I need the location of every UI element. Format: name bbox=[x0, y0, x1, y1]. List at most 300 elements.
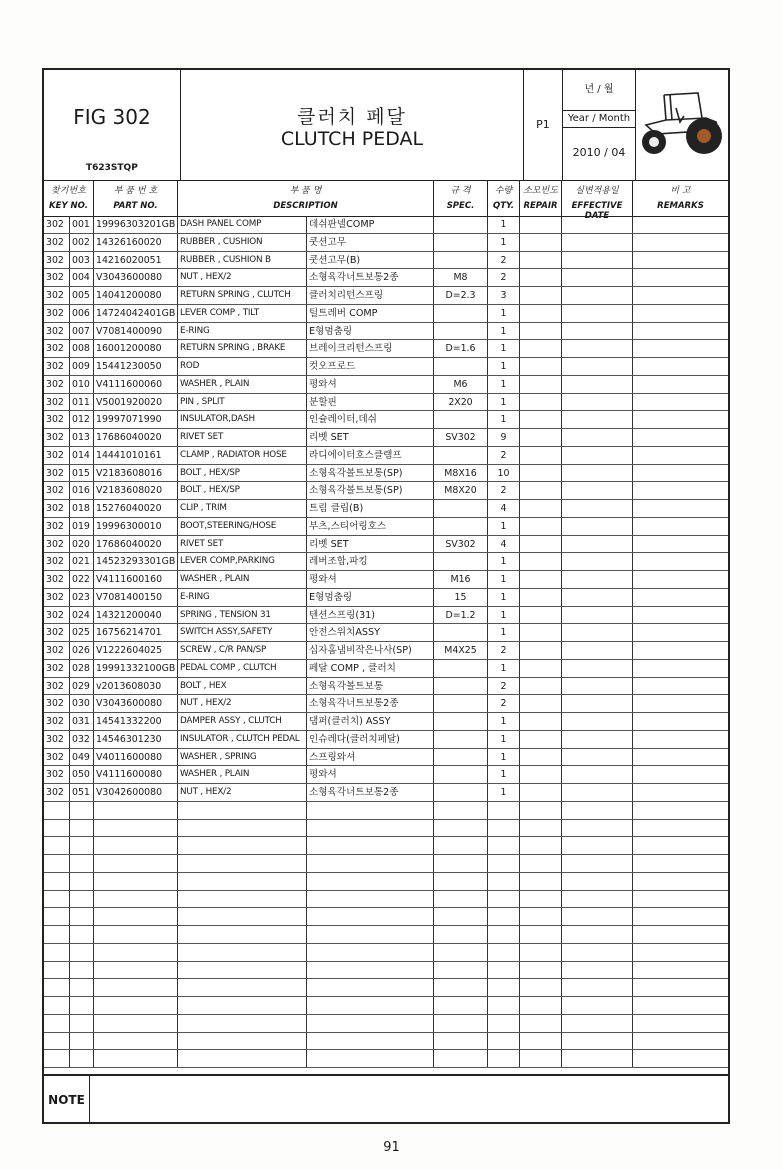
col-desc-en: DESCRIPTION bbox=[273, 201, 338, 211]
col-spec-en: SPEC. bbox=[446, 201, 475, 211]
table-row bbox=[44, 323, 728, 341]
qty-cell: 1 bbox=[488, 553, 520, 570]
table-row bbox=[44, 340, 728, 358]
page-number: 91 bbox=[383, 1140, 400, 1155]
key-number-cell: 013 bbox=[70, 429, 94, 446]
effective-date-cell bbox=[562, 784, 633, 801]
remarks-cell bbox=[633, 536, 728, 553]
part-number-cell bbox=[94, 891, 178, 908]
part-number-cell: 14523293301GB bbox=[94, 553, 178, 570]
qty-cell: 2 bbox=[488, 695, 520, 712]
effective-date-cell bbox=[562, 269, 633, 286]
description-cell: E-RING bbox=[178, 323, 307, 340]
part-number-cell: 17686040020 bbox=[94, 536, 178, 553]
key-group-cell bbox=[44, 944, 70, 961]
remarks-cell bbox=[633, 411, 728, 428]
qty-cell bbox=[488, 908, 520, 925]
key-number-cell bbox=[70, 962, 94, 979]
spec-cell bbox=[434, 908, 488, 925]
spec-cell bbox=[434, 731, 488, 748]
spec-cell bbox=[434, 695, 488, 712]
korean-name-cell: E형멈춤링 bbox=[307, 323, 434, 340]
key-group-cell bbox=[44, 820, 70, 837]
korean-name-cell: 소형육각볼트보통(SP) bbox=[307, 482, 434, 499]
korean-name-cell bbox=[307, 908, 434, 925]
qty-cell bbox=[488, 1033, 520, 1050]
korean-name-cell: 소형육각너트보통2종 bbox=[307, 695, 434, 712]
qty-cell: 1 bbox=[488, 571, 520, 588]
spec-cell bbox=[434, 624, 488, 641]
part-number-cell: 17686040020 bbox=[94, 429, 178, 446]
remarks-cell bbox=[633, 589, 728, 606]
repair-cell bbox=[520, 695, 562, 712]
description-cell: RIVET SET bbox=[178, 536, 307, 553]
description-cell bbox=[178, 820, 307, 837]
qty-cell bbox=[488, 962, 520, 979]
key-group-cell: 302 bbox=[44, 252, 70, 269]
remarks-cell bbox=[633, 269, 728, 286]
key-group-cell: 302 bbox=[44, 269, 70, 286]
effective-date-cell bbox=[562, 926, 633, 943]
key-group-cell: 302 bbox=[44, 216, 70, 233]
qty-cell: 3 bbox=[488, 287, 520, 304]
part-number-cell: 14041200080 bbox=[94, 287, 178, 304]
effective-date-cell bbox=[562, 837, 633, 854]
key-group-cell: 302 bbox=[44, 678, 70, 695]
key-group-cell bbox=[44, 1015, 70, 1032]
description-cell bbox=[178, 802, 307, 819]
table-row bbox=[44, 553, 728, 571]
spec-cell: SV302 bbox=[434, 429, 488, 446]
col-part-ko: 부 품 번 호 bbox=[113, 186, 158, 196]
remarks-cell bbox=[633, 234, 728, 251]
remarks-cell bbox=[633, 518, 728, 535]
key-number-cell: 008 bbox=[70, 340, 94, 357]
key-number-cell: 003 bbox=[70, 252, 94, 269]
key-group-cell bbox=[44, 979, 70, 996]
table-row bbox=[44, 536, 728, 554]
key-group-cell: 302 bbox=[44, 394, 70, 411]
remarks-cell bbox=[633, 624, 728, 641]
repair-cell bbox=[520, 1015, 562, 1032]
repair-cell bbox=[520, 323, 562, 340]
korean-name-cell bbox=[307, 855, 434, 872]
part-number-cell: 19997071990 bbox=[94, 411, 178, 428]
key-number-cell: 010 bbox=[70, 376, 94, 393]
part-number-cell: V7081400150 bbox=[94, 589, 178, 606]
col-remarks-en: REMARKS bbox=[657, 201, 704, 211]
description-cell bbox=[178, 1033, 307, 1050]
table-row bbox=[44, 465, 728, 483]
effective-date-cell bbox=[562, 695, 633, 712]
qty-cell: 1 bbox=[488, 518, 520, 535]
key-number-cell: 012 bbox=[70, 411, 94, 428]
key-number-cell bbox=[70, 855, 94, 872]
repair-cell bbox=[520, 376, 562, 393]
qty-cell bbox=[488, 944, 520, 961]
remarks-cell bbox=[633, 571, 728, 588]
effective-date-cell bbox=[562, 216, 633, 233]
repair-cell bbox=[520, 447, 562, 464]
blank-row bbox=[44, 1015, 728, 1033]
repair-cell bbox=[520, 820, 562, 837]
repair-cell bbox=[520, 465, 562, 482]
repair-cell bbox=[520, 962, 562, 979]
part-number-cell bbox=[94, 855, 178, 872]
korean-name-cell: 틸트레버 COMP bbox=[307, 305, 434, 322]
key-number-cell: 005 bbox=[70, 287, 94, 304]
blank-row bbox=[44, 926, 728, 944]
page-code: P1 bbox=[536, 118, 550, 131]
repair-cell bbox=[520, 500, 562, 517]
repair-cell bbox=[520, 855, 562, 872]
col-effective-en: EFFECTIVE DATE bbox=[571, 201, 623, 221]
table-row bbox=[44, 642, 728, 660]
key-number-cell bbox=[70, 926, 94, 943]
korean-name-cell: 소형육각볼트보통 bbox=[307, 678, 434, 695]
col-repair-en: REPAIR bbox=[523, 201, 558, 211]
col-part bbox=[94, 180, 178, 216]
table-row bbox=[44, 269, 728, 287]
key-number-cell: 006 bbox=[70, 305, 94, 322]
repair-cell bbox=[520, 340, 562, 357]
col-qty bbox=[488, 180, 520, 216]
repair-cell bbox=[520, 536, 562, 553]
key-number-cell bbox=[70, 1015, 94, 1032]
spec-cell bbox=[434, 997, 488, 1014]
part-number-cell bbox=[94, 802, 178, 819]
description-cell: E-RING bbox=[178, 589, 307, 606]
effective-date-cell bbox=[562, 429, 633, 446]
part-number-cell: V2183608020 bbox=[94, 482, 178, 499]
issue-date: 2010 / 04 bbox=[572, 146, 626, 159]
key-number-cell: 020 bbox=[70, 536, 94, 553]
spec-cell bbox=[434, 358, 488, 375]
qty-cell: 1 bbox=[488, 216, 520, 233]
remarks-cell bbox=[633, 1050, 728, 1067]
remarks-cell bbox=[633, 891, 728, 908]
part-number-cell: 19996303201GB bbox=[94, 216, 178, 233]
key-number-cell: 028 bbox=[70, 660, 94, 677]
repair-cell bbox=[520, 234, 562, 251]
part-number-cell: V3043600080 bbox=[94, 269, 178, 286]
remarks-cell bbox=[633, 465, 728, 482]
description-cell bbox=[178, 873, 307, 890]
spec-cell bbox=[434, 323, 488, 340]
effective-date-cell bbox=[562, 411, 633, 428]
korean-name-cell: 인슈레다(클러치페달) bbox=[307, 731, 434, 748]
spec-cell bbox=[434, 944, 488, 961]
remarks-cell bbox=[633, 944, 728, 961]
key-number-cell: 019 bbox=[70, 518, 94, 535]
table-row bbox=[44, 252, 728, 270]
korean-name-cell: 데쉬판넬COMP bbox=[307, 216, 434, 233]
spec-cell bbox=[434, 784, 488, 801]
table-row bbox=[44, 695, 728, 713]
korean-name-cell bbox=[307, 1050, 434, 1067]
effective-date-cell bbox=[562, 962, 633, 979]
repair-cell bbox=[520, 944, 562, 961]
repair-cell bbox=[520, 269, 562, 286]
key-number-cell: 011 bbox=[70, 394, 94, 411]
table-row bbox=[44, 500, 728, 518]
remarks-cell bbox=[633, 287, 728, 304]
repair-cell bbox=[520, 678, 562, 695]
remarks-cell bbox=[633, 340, 728, 357]
remarks-cell bbox=[633, 766, 728, 783]
korean-name-cell: 부츠,스티어링호스 bbox=[307, 518, 434, 535]
spec-cell: SV302 bbox=[434, 536, 488, 553]
key-number-cell: 001 bbox=[70, 216, 94, 233]
blank-row bbox=[44, 979, 728, 997]
spec-cell bbox=[434, 926, 488, 943]
qty-cell: 2 bbox=[488, 252, 520, 269]
key-group-cell bbox=[44, 1050, 70, 1067]
blank-row bbox=[44, 1050, 728, 1068]
part-number-cell: 16756214701 bbox=[94, 624, 178, 641]
description-cell: SCREW , C/R PAN/SP bbox=[178, 642, 307, 659]
table-row bbox=[44, 305, 728, 323]
key-group-cell: 302 bbox=[44, 323, 70, 340]
parts-table-body bbox=[44, 216, 728, 1068]
key-group-cell: 302 bbox=[44, 589, 70, 606]
description-cell bbox=[178, 926, 307, 943]
part-number-cell bbox=[94, 962, 178, 979]
key-group-cell: 302 bbox=[44, 482, 70, 499]
repair-cell bbox=[520, 660, 562, 677]
remarks-cell bbox=[633, 607, 728, 624]
key-group-cell: 302 bbox=[44, 713, 70, 730]
fig-box bbox=[44, 70, 181, 180]
remarks-cell bbox=[633, 784, 728, 801]
spec-cell bbox=[434, 855, 488, 872]
part-number-cell: 14321200040 bbox=[94, 607, 178, 624]
description-cell bbox=[178, 962, 307, 979]
part-number-cell: V5001920020 bbox=[94, 394, 178, 411]
qty-cell bbox=[488, 1015, 520, 1032]
korean-name-cell: 클러치리턴스프링 bbox=[307, 287, 434, 304]
key-group-cell: 302 bbox=[44, 340, 70, 357]
key-group-cell bbox=[44, 1033, 70, 1050]
col-repair-ko: 소모빈도 bbox=[523, 186, 558, 196]
table-row bbox=[44, 678, 728, 696]
effective-date-cell bbox=[562, 1050, 633, 1067]
spec-cell bbox=[434, 500, 488, 517]
col-part-en: PART NO. bbox=[113, 201, 158, 211]
repair-cell bbox=[520, 518, 562, 535]
korean-name-cell bbox=[307, 891, 434, 908]
key-group-cell: 302 bbox=[44, 305, 70, 322]
part-number-cell: 14546301230 bbox=[94, 731, 178, 748]
description-cell: NUT , HEX/2 bbox=[178, 784, 307, 801]
remarks-cell bbox=[633, 642, 728, 659]
part-number-cell: V4011600080 bbox=[94, 749, 178, 766]
effective-date-cell bbox=[562, 855, 633, 872]
effective-date-cell bbox=[562, 624, 633, 641]
qty-cell: 1 bbox=[488, 766, 520, 783]
key-group-cell: 302 bbox=[44, 749, 70, 766]
effective-date-cell bbox=[562, 305, 633, 322]
key-number-cell bbox=[70, 997, 94, 1014]
qty-cell: 4 bbox=[488, 536, 520, 553]
spec-cell bbox=[434, 234, 488, 251]
year-month-label-en: Year / Month bbox=[563, 110, 635, 128]
key-group-cell: 302 bbox=[44, 571, 70, 588]
key-number-cell: 018 bbox=[70, 500, 94, 517]
blank-row bbox=[44, 997, 728, 1015]
effective-date-cell bbox=[562, 891, 633, 908]
effective-date-cell bbox=[562, 482, 633, 499]
description-cell bbox=[178, 997, 307, 1014]
korean-name-cell bbox=[307, 962, 434, 979]
description-cell: INSULATOR , CLUTCH PEDAL bbox=[178, 731, 307, 748]
note-label: NOTE bbox=[44, 1076, 90, 1124]
remarks-cell bbox=[633, 482, 728, 499]
description-cell: BOLT , HEX bbox=[178, 678, 307, 695]
remarks-cell bbox=[633, 447, 728, 464]
key-number-cell bbox=[70, 1033, 94, 1050]
table-row bbox=[44, 766, 728, 784]
key-number-cell: 007 bbox=[70, 323, 94, 340]
spec-cell: M6 bbox=[434, 376, 488, 393]
key-group-cell: 302 bbox=[44, 376, 70, 393]
key-group-cell: 302 bbox=[44, 766, 70, 783]
description-cell bbox=[178, 855, 307, 872]
part-number-cell: 16001200080 bbox=[94, 340, 178, 357]
effective-date-cell bbox=[562, 1033, 633, 1050]
key-group-cell bbox=[44, 837, 70, 854]
key-group-cell bbox=[44, 908, 70, 925]
korean-name-cell: 소형육각너트보통2종 bbox=[307, 269, 434, 286]
table-row bbox=[44, 660, 728, 678]
effective-date-cell bbox=[562, 376, 633, 393]
table-row bbox=[44, 571, 728, 589]
spec-cell bbox=[434, 713, 488, 730]
table-row bbox=[44, 234, 728, 252]
repair-cell bbox=[520, 713, 562, 730]
repair-cell bbox=[520, 394, 562, 411]
repair-cell bbox=[520, 837, 562, 854]
remarks-cell bbox=[633, 1015, 728, 1032]
col-key bbox=[44, 180, 94, 216]
col-desc-ko: 부 품 명 bbox=[289, 186, 322, 196]
spec-cell bbox=[434, 891, 488, 908]
effective-date-cell bbox=[562, 589, 633, 606]
key-group-cell: 302 bbox=[44, 234, 70, 251]
korean-name-cell bbox=[307, 802, 434, 819]
spec-cell bbox=[434, 766, 488, 783]
spec-cell: M8 bbox=[434, 269, 488, 286]
korean-name-cell: 안전스위치ASSY bbox=[307, 624, 434, 641]
table-row bbox=[44, 482, 728, 500]
part-number-cell bbox=[94, 908, 178, 925]
repair-cell bbox=[520, 482, 562, 499]
col-remarks bbox=[633, 180, 728, 216]
korean-name-cell bbox=[307, 944, 434, 961]
tractor-icon bbox=[636, 70, 728, 180]
key-group-cell: 302 bbox=[44, 624, 70, 641]
description-cell: ROD bbox=[178, 358, 307, 375]
key-number-cell: 022 bbox=[70, 571, 94, 588]
effective-date-cell bbox=[562, 820, 633, 837]
korean-name-cell: 평와셔 bbox=[307, 571, 434, 588]
qty-cell bbox=[488, 926, 520, 943]
description-cell bbox=[178, 891, 307, 908]
remarks-cell bbox=[633, 749, 728, 766]
key-group-cell: 302 bbox=[44, 447, 70, 464]
description-cell: RETURN SPRING , CLUTCH bbox=[178, 287, 307, 304]
parts-sheet bbox=[42, 68, 730, 1124]
part-number-cell: 15276040020 bbox=[94, 500, 178, 517]
key-number-cell bbox=[70, 1050, 94, 1067]
description-cell: BOOT,STEERING/HOSE bbox=[178, 518, 307, 535]
korean-name-cell: 트림 클립(B) bbox=[307, 500, 434, 517]
table-row bbox=[44, 447, 728, 465]
remarks-cell bbox=[633, 908, 728, 925]
part-number-cell: V4111600080 bbox=[94, 766, 178, 783]
korean-name-cell: 페달 COMP , 클러치 bbox=[307, 660, 434, 677]
key-number-cell: 023 bbox=[70, 589, 94, 606]
key-number-cell: 009 bbox=[70, 358, 94, 375]
blank-row bbox=[44, 855, 728, 873]
key-number-cell: 016 bbox=[70, 482, 94, 499]
effective-date-cell bbox=[562, 908, 633, 925]
blank-row bbox=[44, 908, 728, 926]
blank-row bbox=[44, 820, 728, 838]
key-group-cell: 302 bbox=[44, 465, 70, 482]
col-qty-en: QTY. bbox=[492, 201, 514, 211]
key-number-cell: 004 bbox=[70, 269, 94, 286]
key-group-cell: 302 bbox=[44, 358, 70, 375]
remarks-cell bbox=[633, 305, 728, 322]
korean-name-cell: 소형육각너트보통2종 bbox=[307, 784, 434, 801]
part-number-cell: 14326160020 bbox=[94, 234, 178, 251]
effective-date-cell bbox=[562, 323, 633, 340]
key-number-cell bbox=[70, 837, 94, 854]
title-english: CLUTCH PEDAL bbox=[280, 128, 424, 150]
description-cell: PEDAL COMP , CLUTCH bbox=[178, 660, 307, 677]
table-row bbox=[44, 287, 728, 305]
part-number-cell bbox=[94, 1015, 178, 1032]
key-number-cell: 030 bbox=[70, 695, 94, 712]
spec-cell bbox=[434, 1033, 488, 1050]
spec-cell: M8X20 bbox=[434, 482, 488, 499]
key-number-cell: 026 bbox=[70, 642, 94, 659]
key-number-cell: 032 bbox=[70, 731, 94, 748]
korean-name-cell bbox=[307, 820, 434, 837]
effective-date-cell bbox=[562, 518, 633, 535]
table-row bbox=[44, 429, 728, 447]
description-cell: CLAMP , RADIATOR HOSE bbox=[178, 447, 307, 464]
spec-cell: M16 bbox=[434, 571, 488, 588]
part-number-cell bbox=[94, 837, 178, 854]
effective-date-cell bbox=[562, 997, 633, 1014]
table-row bbox=[44, 216, 728, 234]
key-group-cell bbox=[44, 997, 70, 1014]
key-number-cell: 002 bbox=[70, 234, 94, 251]
description-cell: LEVER COMP , TILT bbox=[178, 305, 307, 322]
qty-cell bbox=[488, 802, 520, 819]
key-group-cell: 302 bbox=[44, 429, 70, 446]
effective-date-cell bbox=[562, 287, 633, 304]
description-cell: INSULATOR,DASH bbox=[178, 411, 307, 428]
repair-cell bbox=[520, 1033, 562, 1050]
korean-name-cell bbox=[307, 926, 434, 943]
key-number-cell: 050 bbox=[70, 766, 94, 783]
table-row bbox=[44, 784, 728, 802]
title-korean: 클러치 페달 bbox=[297, 106, 407, 128]
key-number-cell: 029 bbox=[70, 678, 94, 695]
